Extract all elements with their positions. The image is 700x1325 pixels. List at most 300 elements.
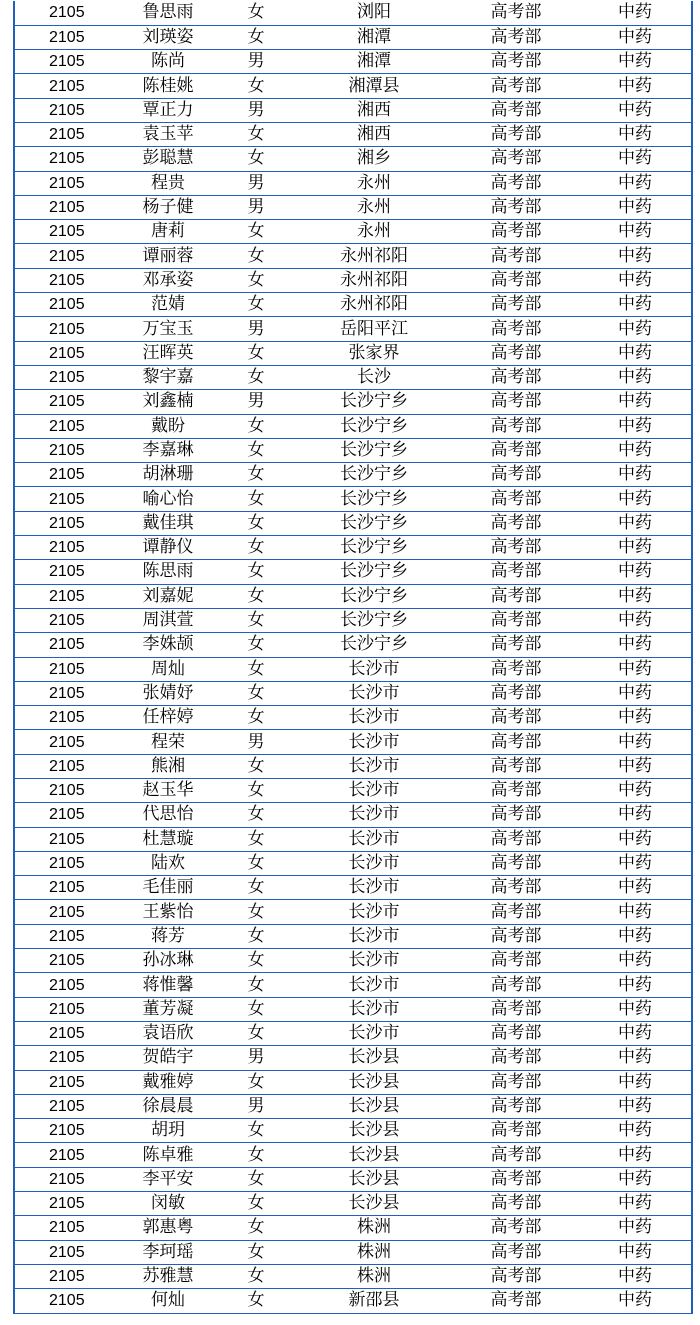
gender-cell: 女	[217, 657, 295, 681]
major-cell: 中药	[579, 900, 691, 924]
name-cell: 喻心怡	[119, 487, 217, 511]
department-cell: 高考部	[453, 74, 579, 98]
gender-cell: 女	[217, 511, 295, 535]
department-cell: 高考部	[453, 122, 579, 146]
class-cell: 2105	[15, 220, 119, 244]
class-cell: 2105	[15, 438, 119, 462]
origin-cell: 永州	[295, 220, 453, 244]
name-cell: 邓承姿	[119, 268, 217, 292]
origin-cell: 湘西	[295, 122, 453, 146]
major-cell: 中药	[579, 1264, 691, 1288]
gender-cell: 女	[217, 949, 295, 973]
major-cell: 中药	[579, 511, 691, 535]
department-cell: 高考部	[453, 536, 579, 560]
table-row	[15, 1, 691, 25]
major-cell: 中药	[579, 268, 691, 292]
department-cell: 高考部	[453, 1119, 579, 1143]
class-cell: 2105	[15, 147, 119, 171]
origin-cell: 湘西	[295, 98, 453, 122]
department-cell: 高考部	[453, 1046, 579, 1070]
department-cell: 高考部	[453, 293, 579, 317]
origin-cell: 长沙宁乡	[295, 584, 453, 608]
major-cell: 中药	[579, 827, 691, 851]
table-row	[15, 827, 691, 851]
major-cell: 中药	[579, 657, 691, 681]
origin-cell: 长沙市	[295, 973, 453, 997]
gender-cell: 女	[217, 1021, 295, 1045]
major-cell: 中药	[579, 681, 691, 705]
department-cell: 高考部	[453, 317, 579, 341]
gender-cell: 女	[217, 1070, 295, 1094]
table-row	[15, 293, 691, 317]
major-cell: 中药	[579, 997, 691, 1021]
origin-cell: 株洲	[295, 1240, 453, 1264]
table-row	[15, 1119, 691, 1143]
class-cell: 2105	[15, 414, 119, 438]
class-cell: 2105	[15, 706, 119, 730]
class-cell: 2105	[15, 98, 119, 122]
origin-cell: 长沙	[295, 365, 453, 389]
gender-cell: 女	[217, 365, 295, 389]
name-cell: 李珂瑶	[119, 1240, 217, 1264]
major-cell: 中药	[579, 98, 691, 122]
name-cell: 彭聪慧	[119, 147, 217, 171]
name-cell: 戴盼	[119, 414, 217, 438]
origin-cell: 株洲	[295, 1264, 453, 1288]
table-row	[15, 1070, 691, 1094]
name-cell: 万宝玉	[119, 317, 217, 341]
major-cell: 中药	[579, 171, 691, 195]
department-cell: 高考部	[453, 779, 579, 803]
name-cell: 毛佳丽	[119, 876, 217, 900]
table-row	[15, 1046, 691, 1070]
class-cell: 2105	[15, 1070, 119, 1094]
table-row	[15, 657, 691, 681]
class-cell: 2105	[15, 487, 119, 511]
name-cell: 赵玉华	[119, 779, 217, 803]
gender-cell: 女	[217, 1, 295, 25]
origin-cell: 长沙市	[295, 949, 453, 973]
major-cell: 中药	[579, 924, 691, 948]
name-cell: 贺皓宇	[119, 1046, 217, 1070]
department-cell: 高考部	[453, 268, 579, 292]
department-cell: 高考部	[453, 827, 579, 851]
name-cell: 戴雅婷	[119, 1070, 217, 1094]
table-row	[15, 50, 691, 74]
name-cell: 覃正力	[119, 98, 217, 122]
department-cell: 高考部	[453, 1240, 579, 1264]
class-cell: 2105	[15, 1216, 119, 1240]
gender-cell: 女	[217, 876, 295, 900]
origin-cell: 永州祁阳	[295, 268, 453, 292]
name-cell: 李平安	[119, 1167, 217, 1191]
major-cell: 中药	[579, 1192, 691, 1216]
department-cell: 高考部	[453, 900, 579, 924]
class-cell: 2105	[15, 560, 119, 584]
origin-cell: 永州	[295, 195, 453, 219]
table-row	[15, 536, 691, 560]
gender-cell: 女	[217, 122, 295, 146]
gender-cell: 女	[217, 827, 295, 851]
class-cell: 2105	[15, 463, 119, 487]
department-cell: 高考部	[453, 851, 579, 875]
department-cell: 高考部	[453, 414, 579, 438]
gender-cell: 女	[217, 74, 295, 98]
class-cell: 2105	[15, 851, 119, 875]
name-cell: 鲁思雨	[119, 1, 217, 25]
gender-cell: 女	[217, 220, 295, 244]
major-cell: 中药	[579, 876, 691, 900]
class-cell: 2105	[15, 171, 119, 195]
department-cell: 高考部	[453, 657, 579, 681]
department-cell: 高考部	[453, 973, 579, 997]
class-cell: 2105	[15, 1021, 119, 1045]
class-cell: 2105	[15, 341, 119, 365]
table-row	[15, 633, 691, 657]
major-cell: 中药	[579, 1094, 691, 1118]
class-cell: 2105	[15, 779, 119, 803]
name-cell: 张婧妤	[119, 681, 217, 705]
origin-cell: 长沙市	[295, 900, 453, 924]
department-cell: 高考部	[453, 1070, 579, 1094]
roster-sheet	[13, 1, 693, 1314]
department-cell: 高考部	[453, 633, 579, 657]
department-cell: 高考部	[453, 463, 579, 487]
gender-cell: 女	[217, 803, 295, 827]
class-cell: 2105	[15, 195, 119, 219]
class-cell: 2105	[15, 390, 119, 414]
class-cell: 2105	[15, 268, 119, 292]
gender-cell: 男	[217, 317, 295, 341]
name-cell: 谭丽蓉	[119, 244, 217, 268]
origin-cell: 长沙市	[295, 997, 453, 1021]
gender-cell: 女	[217, 633, 295, 657]
department-cell: 高考部	[453, 25, 579, 49]
gender-cell: 男	[217, 730, 295, 754]
table-row	[15, 74, 691, 98]
table-row	[15, 25, 691, 49]
name-cell: 唐莉	[119, 220, 217, 244]
name-cell: 周淇萱	[119, 608, 217, 632]
table-row	[15, 1094, 691, 1118]
class-cell: 2105	[15, 900, 119, 924]
name-cell: 蒋芳	[119, 924, 217, 948]
class-cell: 2105	[15, 536, 119, 560]
major-cell: 中药	[579, 803, 691, 827]
gender-cell: 女	[217, 536, 295, 560]
major-cell: 中药	[579, 122, 691, 146]
department-cell: 高考部	[453, 365, 579, 389]
origin-cell: 长沙市	[295, 730, 453, 754]
major-cell: 中药	[579, 754, 691, 778]
gender-cell: 女	[217, 997, 295, 1021]
gender-cell: 男	[217, 98, 295, 122]
origin-cell: 长沙县	[295, 1094, 453, 1118]
department-cell: 高考部	[453, 98, 579, 122]
department-cell: 高考部	[453, 487, 579, 511]
class-cell: 2105	[15, 973, 119, 997]
origin-cell: 长沙县	[295, 1119, 453, 1143]
table-row	[15, 122, 691, 146]
name-cell: 孙冰琳	[119, 949, 217, 973]
name-cell: 杜慧璇	[119, 827, 217, 851]
class-cell: 2105	[15, 1264, 119, 1288]
department-cell: 高考部	[453, 341, 579, 365]
name-cell: 刘鑫楠	[119, 390, 217, 414]
class-cell: 2105	[15, 584, 119, 608]
class-cell: 2105	[15, 730, 119, 754]
major-cell: 中药	[579, 390, 691, 414]
class-cell: 2105	[15, 1046, 119, 1070]
origin-cell: 长沙宁乡	[295, 390, 453, 414]
class-cell: 2105	[15, 608, 119, 632]
table-row	[15, 171, 691, 195]
table-row	[15, 365, 691, 389]
department-cell: 高考部	[453, 171, 579, 195]
gender-cell: 女	[217, 754, 295, 778]
major-cell: 中药	[579, 147, 691, 171]
department-cell: 高考部	[453, 1094, 579, 1118]
origin-cell: 长沙市	[295, 876, 453, 900]
name-cell: 董芳凝	[119, 997, 217, 1021]
table-row	[15, 851, 691, 875]
gender-cell: 女	[217, 293, 295, 317]
table-row	[15, 1167, 691, 1191]
table-row	[15, 511, 691, 535]
gender-cell: 女	[217, 973, 295, 997]
major-cell: 中药	[579, 949, 691, 973]
class-cell: 2105	[15, 1119, 119, 1143]
origin-cell: 长沙市	[295, 681, 453, 705]
gender-cell: 女	[217, 414, 295, 438]
origin-cell: 株洲	[295, 1216, 453, 1240]
department-cell: 高考部	[453, 50, 579, 74]
name-cell: 胡玥	[119, 1119, 217, 1143]
major-cell: 中药	[579, 1216, 691, 1240]
gender-cell: 女	[217, 608, 295, 632]
name-cell: 蒋惟馨	[119, 973, 217, 997]
origin-cell: 长沙县	[295, 1143, 453, 1167]
table-row	[15, 317, 691, 341]
major-cell: 中药	[579, 293, 691, 317]
class-cell: 2105	[15, 1289, 119, 1313]
table-row	[15, 1021, 691, 1045]
department-cell: 高考部	[453, 1167, 579, 1191]
class-cell: 2105	[15, 827, 119, 851]
table-row	[15, 754, 691, 778]
origin-cell: 长沙县	[295, 1070, 453, 1094]
table-row	[15, 1289, 691, 1313]
name-cell: 程贵	[119, 171, 217, 195]
gender-cell: 女	[217, 1216, 295, 1240]
gender-cell: 女	[217, 851, 295, 875]
table-row	[15, 900, 691, 924]
major-cell: 中药	[579, 1143, 691, 1167]
gender-cell: 女	[217, 438, 295, 462]
origin-cell: 湘潭	[295, 25, 453, 49]
table-row	[15, 730, 691, 754]
name-cell: 戴佳琪	[119, 511, 217, 535]
major-cell: 中药	[579, 1167, 691, 1191]
name-cell: 郭惠粤	[119, 1216, 217, 1240]
name-cell: 何灿	[119, 1289, 217, 1313]
gender-cell: 女	[217, 706, 295, 730]
gender-cell: 女	[217, 779, 295, 803]
major-cell: 中药	[579, 851, 691, 875]
name-cell: 李嘉琳	[119, 438, 217, 462]
gender-cell: 女	[217, 560, 295, 584]
gender-cell: 男	[217, 1046, 295, 1070]
origin-cell: 长沙县	[295, 1046, 453, 1070]
origin-cell: 长沙宁乡	[295, 608, 453, 632]
table-row	[15, 973, 691, 997]
table-row	[15, 1264, 691, 1288]
major-cell: 中药	[579, 536, 691, 560]
origin-cell: 长沙市	[295, 803, 453, 827]
major-cell: 中药	[579, 438, 691, 462]
class-cell: 2105	[15, 657, 119, 681]
department-cell: 高考部	[453, 1, 579, 25]
name-cell: 胡淋珊	[119, 463, 217, 487]
origin-cell: 湘潭县	[295, 74, 453, 98]
origin-cell: 长沙县	[295, 1167, 453, 1191]
origin-cell: 长沙宁乡	[295, 414, 453, 438]
name-cell: 王紫怡	[119, 900, 217, 924]
class-cell: 2105	[15, 924, 119, 948]
major-cell: 中药	[579, 1070, 691, 1094]
major-cell: 中药	[579, 1119, 691, 1143]
gender-cell: 女	[217, 681, 295, 705]
student-roster-table	[15, 1, 691, 1314]
gender-cell: 女	[217, 924, 295, 948]
class-cell: 2105	[15, 317, 119, 341]
origin-cell: 湘乡	[295, 147, 453, 171]
origin-cell: 岳阳平江	[295, 317, 453, 341]
gender-cell: 男	[217, 1094, 295, 1118]
class-cell: 2105	[15, 633, 119, 657]
major-cell: 中药	[579, 463, 691, 487]
origin-cell: 永州	[295, 171, 453, 195]
major-cell: 中药	[579, 365, 691, 389]
origin-cell: 永州祁阳	[295, 244, 453, 268]
name-cell: 周灿	[119, 657, 217, 681]
origin-cell: 长沙宁乡	[295, 560, 453, 584]
name-cell: 谭静仪	[119, 536, 217, 560]
department-cell: 高考部	[453, 1264, 579, 1288]
class-cell: 2105	[15, 1094, 119, 1118]
department-cell: 高考部	[453, 438, 579, 462]
major-cell: 中药	[579, 414, 691, 438]
table-row	[15, 390, 691, 414]
department-cell: 高考部	[453, 997, 579, 1021]
origin-cell: 长沙宁乡	[295, 633, 453, 657]
name-cell: 刘嘉妮	[119, 584, 217, 608]
table-row	[15, 608, 691, 632]
origin-cell: 长沙宁乡	[295, 536, 453, 560]
origin-cell: 长沙市	[295, 779, 453, 803]
roster-body	[15, 1, 691, 1313]
department-cell: 高考部	[453, 754, 579, 778]
major-cell: 中药	[579, 1, 691, 25]
table-row	[15, 195, 691, 219]
class-cell: 2105	[15, 997, 119, 1021]
origin-cell: 长沙市	[295, 1021, 453, 1045]
class-cell: 2105	[15, 50, 119, 74]
table-row	[15, 268, 691, 292]
origin-cell: 长沙宁乡	[295, 487, 453, 511]
name-cell: 代思怡	[119, 803, 217, 827]
name-cell: 闵敏	[119, 1192, 217, 1216]
origin-cell: 长沙宁乡	[295, 511, 453, 535]
origin-cell: 长沙宁乡	[295, 438, 453, 462]
table-row	[15, 876, 691, 900]
origin-cell: 长沙市	[295, 754, 453, 778]
name-cell: 刘瑛姿	[119, 25, 217, 49]
class-cell: 2105	[15, 293, 119, 317]
gender-cell: 女	[217, 463, 295, 487]
major-cell: 中药	[579, 560, 691, 584]
table-row	[15, 924, 691, 948]
major-cell: 中药	[579, 584, 691, 608]
table-row	[15, 779, 691, 803]
table-row	[15, 706, 691, 730]
gender-cell: 女	[217, 1240, 295, 1264]
class-cell: 2105	[15, 1240, 119, 1264]
department-cell: 高考部	[453, 147, 579, 171]
name-cell: 汪晖英	[119, 341, 217, 365]
department-cell: 高考部	[453, 924, 579, 948]
table-row	[15, 1192, 691, 1216]
name-cell: 程荣	[119, 730, 217, 754]
major-cell: 中药	[579, 1289, 691, 1313]
major-cell: 中药	[579, 25, 691, 49]
major-cell: 中药	[579, 1046, 691, 1070]
class-cell: 2105	[15, 122, 119, 146]
table-row	[15, 463, 691, 487]
department-cell: 高考部	[453, 1289, 579, 1313]
gender-cell: 女	[217, 900, 295, 924]
department-cell: 高考部	[453, 876, 579, 900]
name-cell: 黎宇嘉	[119, 365, 217, 389]
name-cell: 陈卓雅	[119, 1143, 217, 1167]
table-row	[15, 949, 691, 973]
origin-cell: 永州祁阳	[295, 293, 453, 317]
gender-cell: 男	[217, 171, 295, 195]
name-cell: 任梓婷	[119, 706, 217, 730]
class-cell: 2105	[15, 681, 119, 705]
gender-cell: 女	[217, 244, 295, 268]
major-cell: 中药	[579, 633, 691, 657]
major-cell: 中药	[579, 195, 691, 219]
name-cell: 熊湘	[119, 754, 217, 778]
table-row	[15, 414, 691, 438]
table-row	[15, 244, 691, 268]
class-cell: 2105	[15, 1192, 119, 1216]
class-cell: 2105	[15, 511, 119, 535]
gender-cell: 女	[217, 1289, 295, 1313]
major-cell: 中药	[579, 608, 691, 632]
class-cell: 2105	[15, 74, 119, 98]
origin-cell: 长沙市	[295, 924, 453, 948]
gender-cell: 女	[217, 1264, 295, 1288]
name-cell: 杨子健	[119, 195, 217, 219]
table-row	[15, 997, 691, 1021]
table-row	[15, 1143, 691, 1167]
department-cell: 高考部	[453, 681, 579, 705]
table-row	[15, 98, 691, 122]
major-cell: 中药	[579, 341, 691, 365]
origin-cell: 浏阳	[295, 1, 453, 25]
